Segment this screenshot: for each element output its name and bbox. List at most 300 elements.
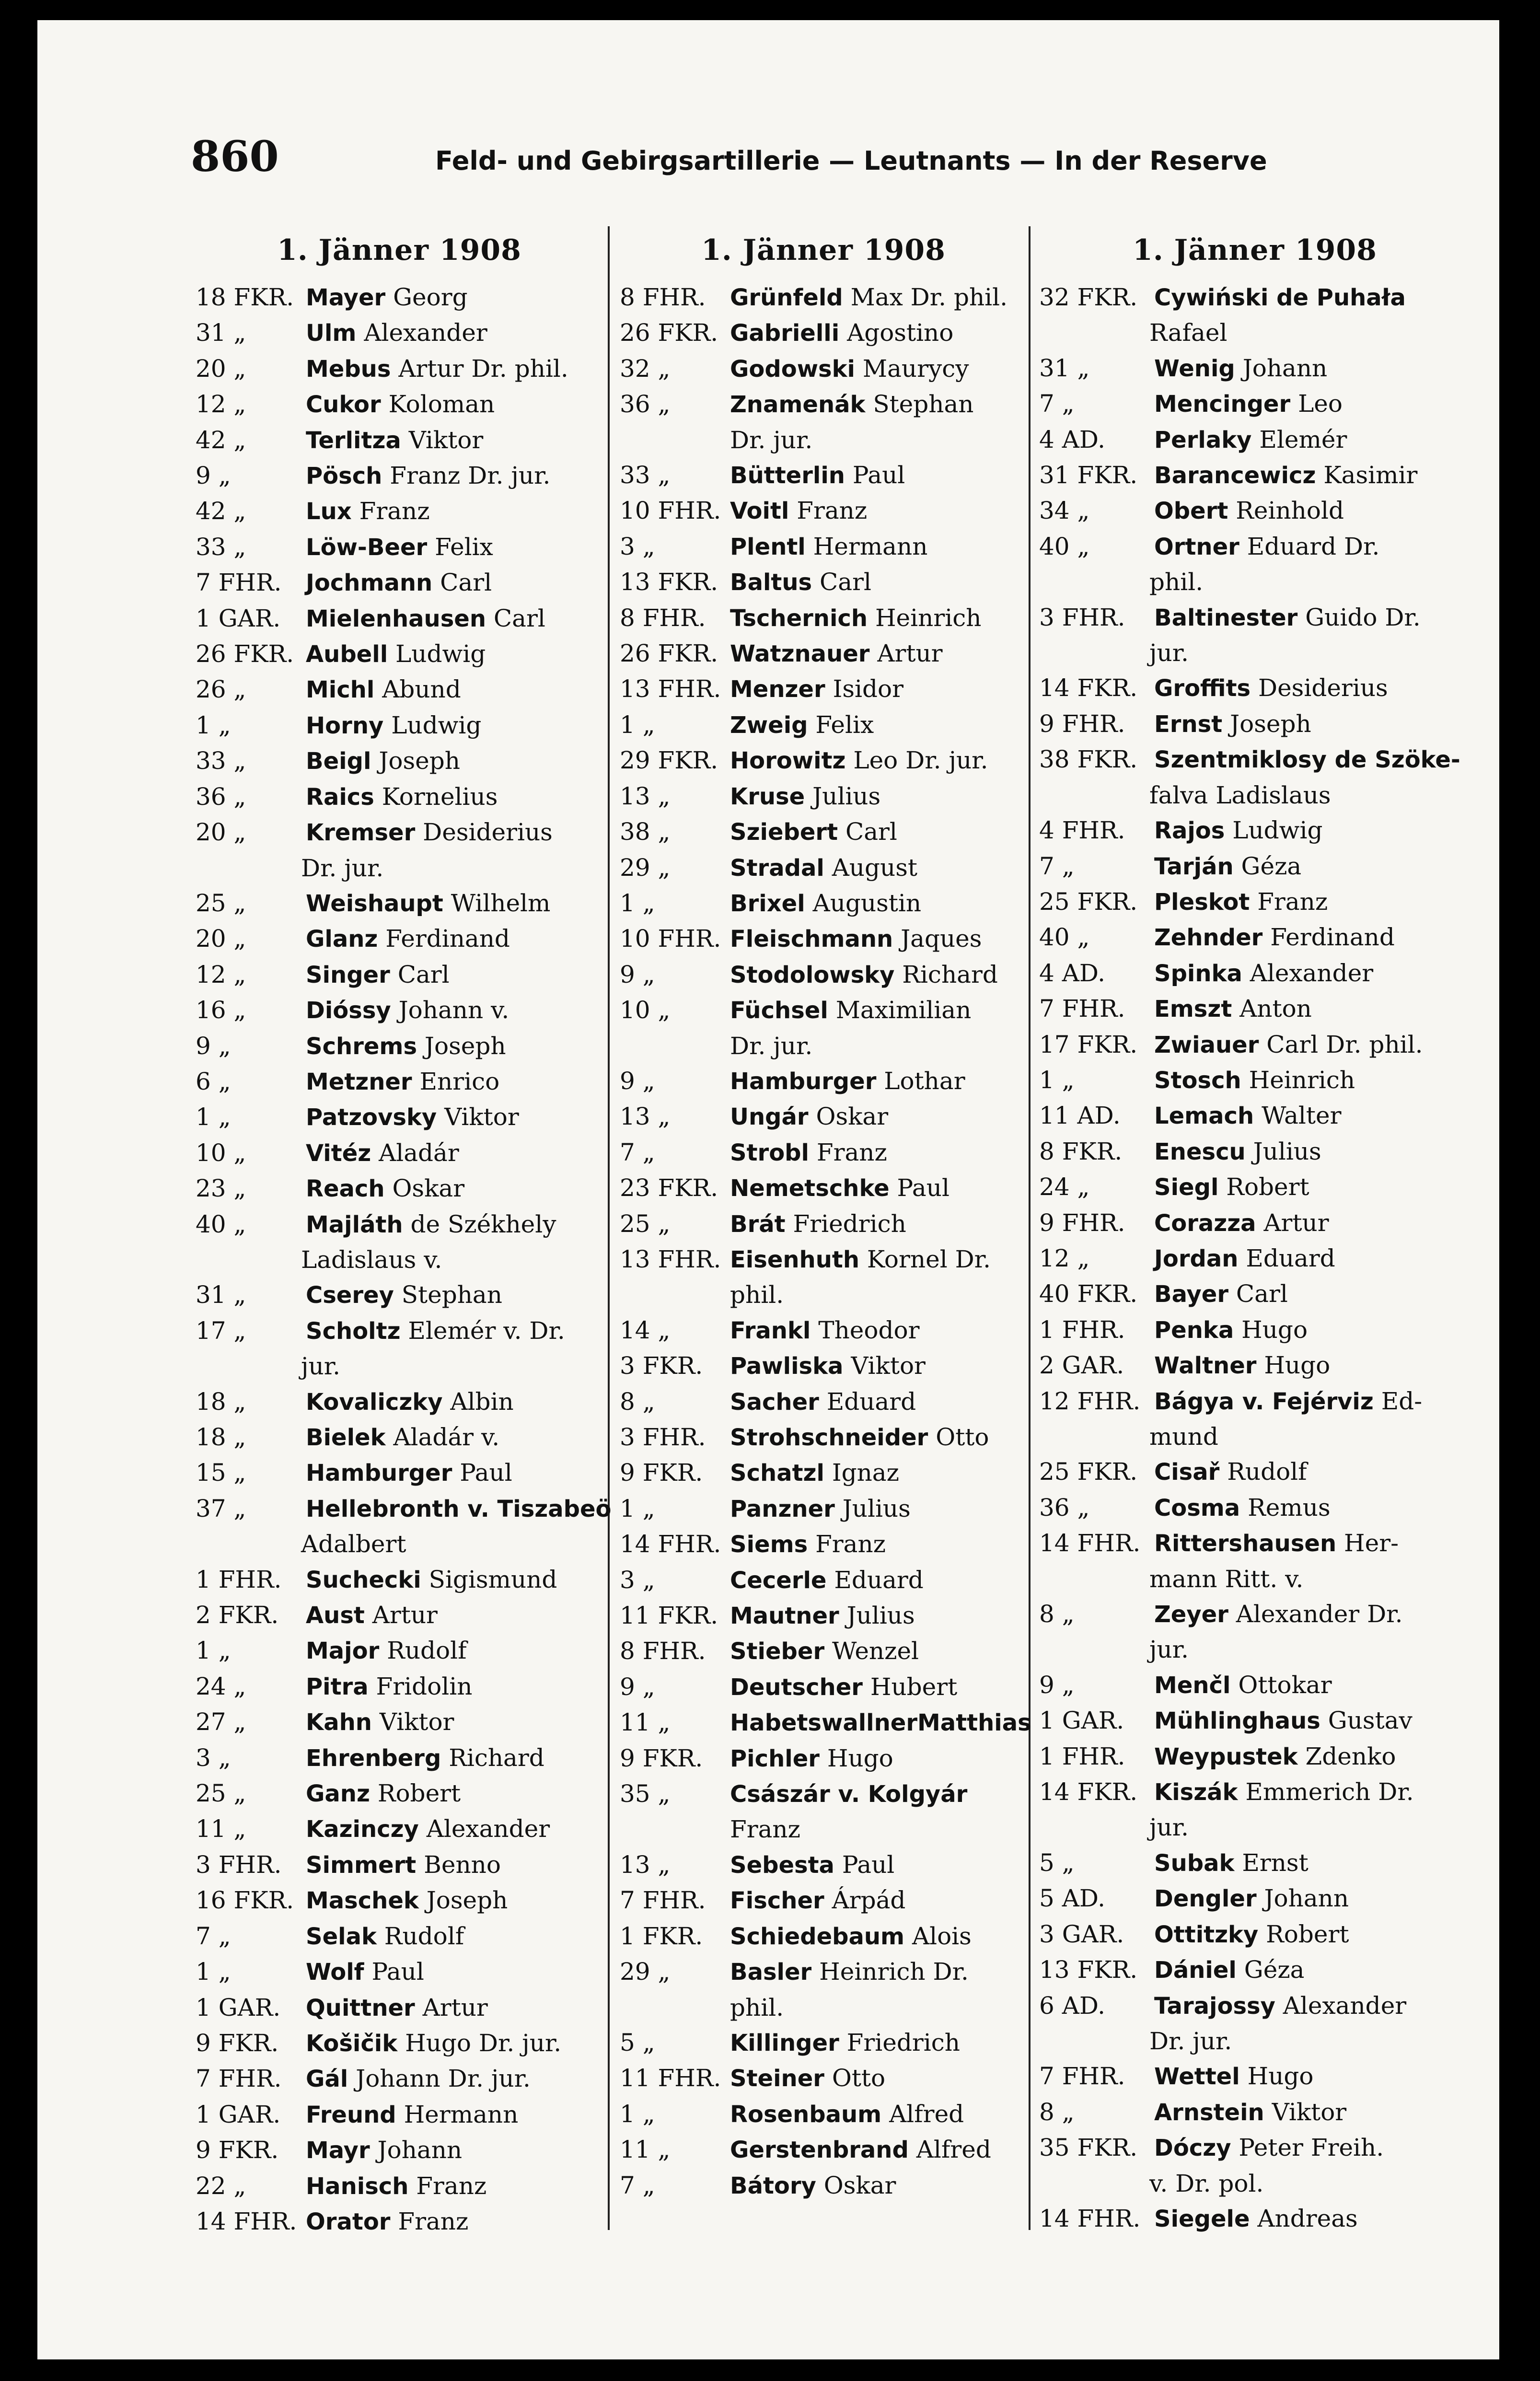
regiment-number: 1 „ bbox=[620, 889, 655, 917]
surname: Dóczy bbox=[1154, 2135, 1231, 2162]
surname: Schatzl bbox=[730, 1460, 824, 1487]
list-item bbox=[1039, 991, 1471, 1027]
regiment-number: 35 „ bbox=[620, 1780, 671, 1808]
regiment-number: 14 FKR. bbox=[1039, 1778, 1138, 1806]
list-item bbox=[620, 1598, 1027, 1634]
surname: Pichler bbox=[730, 1745, 820, 1772]
given-names: mund bbox=[1149, 1423, 1218, 1451]
given-names: Joseph bbox=[379, 747, 460, 775]
surname: Hellebronth v. Tiszabeö bbox=[306, 1495, 612, 1522]
list-item bbox=[620, 708, 1027, 743]
surname: Mühlinghaus bbox=[1154, 1707, 1320, 1735]
regiment-number: 3 FKR. bbox=[620, 1352, 703, 1380]
given-names: Johann bbox=[1264, 1884, 1349, 1913]
regiment-number: 13 FHR. bbox=[620, 1245, 721, 1273]
surname: Sziebert bbox=[730, 819, 838, 846]
surname: Corazza bbox=[1154, 1209, 1256, 1237]
regiment-number: 14 FHR. bbox=[196, 2207, 297, 2235]
given-names: Artur bbox=[372, 1601, 438, 1629]
regiment-number: 13 FKR. bbox=[620, 568, 718, 596]
surname: Majláth bbox=[306, 1211, 403, 1238]
list-item bbox=[196, 601, 603, 637]
surname: Cosma bbox=[1154, 1494, 1240, 1522]
given-names: Artur bbox=[877, 639, 943, 668]
given-names: Enrico bbox=[419, 1067, 500, 1095]
given-names: Her- bbox=[1344, 1529, 1399, 1557]
given-names: Koloman bbox=[388, 390, 495, 418]
surname: Rosenbaum bbox=[730, 2101, 882, 2128]
column-heading: 1. Jänner 1908 bbox=[277, 233, 521, 267]
regiment-number: 8 FKR. bbox=[1039, 1137, 1123, 1165]
given-names: Franz bbox=[816, 1138, 887, 1166]
given-names: Dr. jur. bbox=[730, 1032, 813, 1060]
list-item bbox=[196, 637, 603, 672]
regiment-number: 11 „ bbox=[620, 2136, 671, 2164]
list-item bbox=[196, 494, 603, 529]
surname: Scholtz bbox=[306, 1317, 401, 1345]
regiment-number: 2 GAR. bbox=[1039, 1351, 1124, 1380]
list-item bbox=[1039, 1881, 1471, 1916]
list-item bbox=[196, 1919, 603, 1954]
regiment-number: 3 FHR. bbox=[196, 1850, 282, 1879]
given-names: Felix bbox=[815, 710, 874, 739]
given-names: Stephan bbox=[873, 390, 974, 418]
surname: Waltner bbox=[1154, 1352, 1257, 1380]
list-item bbox=[196, 565, 603, 601]
list-item bbox=[1039, 884, 1471, 920]
regiment-number: 6 AD. bbox=[1039, 1991, 1106, 2020]
list-item bbox=[196, 1527, 603, 1562]
list-item bbox=[1039, 1739, 1471, 1775]
surname: Arnstein bbox=[1154, 2099, 1264, 2126]
list-item bbox=[196, 1990, 603, 2026]
given-names: jur. bbox=[1149, 1813, 1189, 1842]
surname: Dióssy bbox=[306, 997, 391, 1024]
list-item bbox=[620, 1634, 1027, 1669]
list-item bbox=[620, 2025, 1027, 2061]
surname: Zwiauer bbox=[1154, 1031, 1259, 1058]
surname: Kruse bbox=[730, 783, 805, 810]
surname: Perlaky bbox=[1154, 426, 1252, 453]
surname: Cisař bbox=[1154, 1459, 1220, 1486]
given-names: Guido Dr. bbox=[1305, 603, 1421, 631]
regiment-number: 9 FHR. bbox=[1039, 1208, 1125, 1237]
surname: Freund bbox=[306, 2101, 396, 2128]
regiment-number: 13 „ bbox=[620, 782, 671, 810]
regiment-number: 32 FKR. bbox=[1039, 283, 1138, 311]
regiment-number: 16 FKR. bbox=[196, 1886, 294, 1915]
regiment-number: 11 FKR. bbox=[620, 1602, 718, 1630]
regiment-number: 3 FHR. bbox=[1039, 603, 1125, 631]
regiment-number: 12 „ bbox=[196, 390, 246, 418]
surname: Stodolowsky bbox=[730, 961, 895, 988]
list-item bbox=[1039, 1454, 1471, 1490]
list-item bbox=[196, 1278, 603, 1313]
regiment-number: 8 „ bbox=[1039, 1600, 1075, 1628]
list-item bbox=[196, 315, 603, 351]
list-item bbox=[620, 1741, 1027, 1777]
given-names: phil. bbox=[1149, 568, 1204, 596]
regiment-number: 11 „ bbox=[620, 1708, 671, 1737]
given-names: Elemér v. Dr. bbox=[408, 1316, 565, 1345]
given-names: Paul bbox=[897, 1174, 949, 1202]
regiment-number: 32 „ bbox=[620, 354, 671, 383]
list-item bbox=[196, 1313, 603, 1349]
surname: Plentl bbox=[730, 533, 806, 560]
surname: Hanisch bbox=[306, 2172, 409, 2200]
list-item bbox=[1039, 1384, 1471, 1419]
list-item bbox=[196, 921, 603, 957]
surname: Ortner bbox=[1154, 533, 1239, 560]
regiment-number: 1 FHR. bbox=[1039, 1315, 1125, 1344]
running-head: Feld- und Gebirgsartillerie — Leutnants — In der Reserve bbox=[435, 146, 1267, 176]
surname: HabetswallnerMatthias bbox=[730, 1709, 1031, 1737]
regiment-number: 11 FHR. bbox=[620, 2064, 721, 2092]
column-divider bbox=[1029, 226, 1031, 2230]
regiment-number: 31 „ bbox=[196, 1281, 246, 1309]
given-names: Paul bbox=[842, 1850, 895, 1879]
given-names: Benno bbox=[424, 1850, 501, 1879]
regiment-number: 40 FKR. bbox=[1039, 1280, 1138, 1308]
regiment-number: 4 AD. bbox=[1039, 959, 1106, 987]
list-item bbox=[1039, 2095, 1471, 2130]
list-item bbox=[196, 2169, 603, 2204]
surname: Schrems bbox=[306, 1033, 417, 1060]
given-names: Emmerich Dr. bbox=[1245, 1778, 1414, 1806]
list-item bbox=[1039, 280, 1471, 315]
given-names: Franz bbox=[398, 2207, 469, 2235]
given-names: Felix bbox=[435, 533, 493, 561]
surname: Kiszák bbox=[1154, 1779, 1238, 1806]
given-names: Walter bbox=[1262, 1102, 1342, 1130]
given-names: Robert bbox=[1226, 1173, 1309, 1201]
list-item bbox=[620, 458, 1027, 493]
given-names: Alfred bbox=[916, 2136, 991, 2164]
list-item bbox=[620, 1099, 1027, 1135]
given-names: Oskar bbox=[823, 2171, 896, 2199]
regiment-number: 25 „ bbox=[196, 1779, 246, 1808]
surname: Baltus bbox=[730, 569, 812, 596]
regiment-number: 12 FHR. bbox=[1039, 1387, 1141, 1415]
surname: Mayr bbox=[306, 2137, 370, 2164]
list-item bbox=[620, 1563, 1027, 1598]
regiment-number: 31 „ bbox=[1039, 354, 1090, 382]
given-names: Ottokar bbox=[1238, 1671, 1332, 1699]
regiment-number: 2 FKR. bbox=[196, 1601, 279, 1629]
given-names: Géza bbox=[1241, 852, 1302, 880]
list-item bbox=[1039, 2024, 1471, 2059]
surname: Ganz bbox=[306, 1780, 370, 1808]
given-names: Oskar bbox=[392, 1174, 465, 1203]
given-names: Johann bbox=[377, 2136, 463, 2164]
surname: Fischer bbox=[730, 1887, 824, 1915]
given-names: Paul bbox=[460, 1459, 512, 1487]
given-names: Rafael bbox=[1149, 319, 1227, 347]
surname: Patzovsky bbox=[306, 1104, 437, 1131]
given-names: Franz Dr. jur. bbox=[390, 462, 551, 490]
given-names: Carl bbox=[493, 604, 545, 632]
regiment-number: 9 FKR. bbox=[620, 1459, 703, 1487]
regiment-number: 26 „ bbox=[196, 675, 246, 704]
regiment-number: 42 „ bbox=[196, 497, 246, 525]
given-names: de Székhely bbox=[410, 1210, 556, 1238]
given-names: Lothar bbox=[884, 1067, 965, 1095]
regiment-number: 7 FHR. bbox=[196, 2065, 282, 2093]
list-item bbox=[1039, 1490, 1471, 1526]
regiment-number: 25 FKR. bbox=[1039, 887, 1138, 916]
document-page bbox=[37, 20, 1499, 2359]
given-names: Rudolf bbox=[387, 1637, 467, 1665]
surname: Singer bbox=[306, 961, 390, 988]
list-item bbox=[196, 1491, 612, 1527]
list-item bbox=[196, 1171, 603, 1207]
list-item bbox=[620, 886, 1027, 921]
surname: Enescu bbox=[1154, 1138, 1246, 1165]
surname: Pitra bbox=[306, 1673, 369, 1700]
list-item bbox=[196, 1633, 603, 1669]
entry-list bbox=[1039, 280, 1471, 2237]
given-names: Joseph bbox=[426, 1886, 508, 1915]
list-item bbox=[620, 1670, 1027, 1705]
list-item bbox=[1039, 386, 1471, 422]
list-item bbox=[196, 2204, 603, 2240]
given-names: Maurycy bbox=[862, 354, 969, 383]
regiment-number: 31 FKR. bbox=[1039, 461, 1138, 489]
list-item bbox=[1039, 1526, 1471, 1561]
list-item bbox=[1039, 956, 1471, 991]
list-item bbox=[620, 1527, 1027, 1562]
surname: Lemach bbox=[1154, 1103, 1254, 1130]
given-names: Anton bbox=[1239, 995, 1312, 1023]
surname: Kahn bbox=[306, 1709, 372, 1736]
surname: Császár v. Kolgyár bbox=[730, 1781, 968, 1808]
given-names: Georg bbox=[393, 283, 468, 311]
given-names: Albin bbox=[450, 1387, 514, 1416]
regiment-number: 29 „ bbox=[620, 853, 671, 882]
regiment-number: 26 FKR. bbox=[196, 640, 294, 668]
list-item bbox=[196, 530, 603, 565]
surname: Sebesta bbox=[730, 1851, 834, 1879]
regiment-number: 12 „ bbox=[1039, 1244, 1090, 1272]
regiment-number: 1 „ bbox=[196, 1637, 231, 1665]
list-item bbox=[620, 1420, 1027, 1455]
given-names: jur. bbox=[1149, 639, 1189, 667]
given-names: Andreas bbox=[1257, 2204, 1358, 2232]
surname: Ungár bbox=[730, 1103, 809, 1131]
given-names: Alfred bbox=[889, 2100, 964, 2128]
list-item bbox=[620, 2168, 1027, 2204]
regiment-number: 29 FKR. bbox=[620, 746, 718, 775]
surname: Rittershausen bbox=[1154, 1530, 1337, 1557]
regiment-number: 7 FHR. bbox=[1039, 995, 1125, 1023]
regiment-number: 7 „ bbox=[620, 2171, 655, 2199]
list-item bbox=[1039, 458, 1471, 493]
list-item bbox=[196, 1455, 603, 1491]
given-names: Peter Freih. bbox=[1239, 2134, 1384, 2162]
surname: Gál bbox=[306, 2066, 348, 2093]
list-item bbox=[1039, 2201, 1471, 2237]
regiment-number: 8 FHR. bbox=[620, 604, 706, 632]
list-item bbox=[1039, 707, 1471, 742]
surname: Terlitza bbox=[306, 427, 401, 454]
surname: Raics bbox=[306, 783, 374, 811]
surname: Wettel bbox=[1154, 2063, 1240, 2091]
column-heading: 1. Jänner 1908 bbox=[1133, 233, 1377, 267]
given-names: phil. bbox=[730, 1281, 784, 1309]
regiment-number: 9 „ bbox=[620, 960, 655, 988]
list-item bbox=[620, 565, 1027, 600]
surname: Dániel bbox=[1154, 1957, 1237, 1984]
surname: Simmert bbox=[306, 1851, 417, 1879]
list-item bbox=[1039, 1668, 1471, 1703]
given-names: Julius bbox=[812, 782, 881, 810]
surname: Znamenák bbox=[730, 391, 866, 418]
list-item bbox=[620, 779, 1027, 814]
list-item bbox=[620, 1954, 1027, 1990]
given-names: Eduard bbox=[834, 1566, 924, 1594]
list-item bbox=[196, 458, 603, 494]
list-item bbox=[620, 1278, 1027, 1312]
regiment-number: 23 FKR. bbox=[620, 1174, 718, 1202]
list-item bbox=[196, 1243, 603, 1278]
surname: Löw-Beer bbox=[306, 534, 428, 561]
list-item bbox=[620, 280, 1027, 315]
given-names: Johann v. bbox=[398, 996, 509, 1024]
surname: Lux bbox=[306, 498, 352, 525]
list-item bbox=[620, 1064, 1027, 1099]
regiment-number: 11 „ bbox=[196, 1815, 246, 1843]
list-item bbox=[620, 1990, 1027, 2025]
list-item bbox=[620, 636, 1027, 672]
surname: Bielek bbox=[306, 1424, 386, 1451]
surname: Mielenhausen bbox=[306, 605, 486, 632]
surname: Ottitzky bbox=[1154, 1921, 1259, 1948]
given-names: Viktor bbox=[1272, 2098, 1347, 2126]
given-names: Stephan bbox=[401, 1281, 502, 1309]
surname: Szentmiklosy de Szöke- bbox=[1154, 746, 1460, 774]
list-item bbox=[196, 1136, 603, 1171]
list-item bbox=[196, 1029, 603, 1064]
surname: Ulm bbox=[306, 320, 357, 347]
surname: Godowski bbox=[730, 355, 855, 383]
given-names: Franz bbox=[815, 1530, 886, 1558]
given-names: Hugo bbox=[1247, 2062, 1314, 2091]
given-names: Franz bbox=[416, 2172, 487, 2200]
list-item bbox=[1039, 600, 1471, 636]
list-item bbox=[196, 351, 603, 387]
regiment-number: 9 FKR. bbox=[196, 2029, 279, 2057]
list-item bbox=[196, 1349, 603, 1384]
regiment-number: 10 „ bbox=[196, 1138, 246, 1167]
list-item bbox=[196, 743, 603, 779]
given-names: Desiderius bbox=[423, 818, 553, 847]
regiment-number: 14 FHR. bbox=[1039, 1529, 1141, 1557]
regiment-number: 8 FHR. bbox=[620, 1637, 706, 1665]
surname: Watznauer bbox=[730, 640, 870, 668]
given-names: Carl bbox=[845, 818, 897, 846]
list-item bbox=[620, 1455, 1027, 1491]
surname: Voitl bbox=[730, 498, 789, 525]
given-names: Ludwig bbox=[1232, 816, 1323, 845]
surname: Weypustek bbox=[1154, 1743, 1298, 1770]
list-item bbox=[620, 1491, 1027, 1527]
given-names: Kornelius bbox=[382, 782, 498, 811]
list-item bbox=[196, 1384, 603, 1420]
given-names: Hugo bbox=[1264, 1351, 1331, 1380]
entry-list bbox=[620, 280, 1031, 2204]
list-item bbox=[620, 1919, 1027, 1954]
list-item bbox=[196, 1776, 603, 1812]
given-names: Johann Dr. jur. bbox=[356, 2065, 531, 2093]
surname: Glanz bbox=[306, 926, 378, 953]
regiment-number: 1 „ bbox=[196, 711, 231, 739]
list-item bbox=[620, 351, 1027, 387]
list-item bbox=[196, 1562, 603, 1598]
surname: Cecerle bbox=[730, 1567, 827, 1594]
column-divider bbox=[608, 226, 610, 2230]
regiment-number: 1 „ bbox=[1039, 1066, 1075, 1094]
list-item bbox=[620, 2061, 1027, 2096]
surname: Bátory bbox=[730, 2172, 816, 2199]
given-names: Artur Dr. phil. bbox=[398, 354, 568, 383]
given-names: Kasimir bbox=[1323, 461, 1418, 489]
list-item bbox=[1039, 1703, 1471, 1739]
list-item bbox=[1039, 1027, 1471, 1063]
surname: Siegl bbox=[1154, 1174, 1219, 1201]
given-names: Wenzel bbox=[832, 1637, 919, 1665]
given-names: Oskar bbox=[816, 1103, 889, 1131]
surname: Stosch bbox=[1154, 1067, 1241, 1094]
surname: Tarajossy bbox=[1154, 1992, 1275, 2020]
regiment-number: 27 „ bbox=[196, 1708, 246, 1736]
surname: Aust bbox=[306, 1602, 365, 1629]
surname: Siems bbox=[730, 1531, 808, 1558]
list-item bbox=[1039, 849, 1471, 884]
surname: Mayer bbox=[306, 284, 386, 311]
regiment-number: 7 „ bbox=[620, 1138, 655, 1166]
surname: Rajos bbox=[1154, 817, 1225, 845]
given-names: Joseph bbox=[1230, 709, 1311, 738]
regiment-number: 3 FHR. bbox=[620, 1423, 706, 1451]
regiment-number: 7 „ bbox=[1039, 852, 1075, 880]
regiment-number: 7 FHR. bbox=[620, 1886, 706, 1915]
regiment-number: 25 FKR. bbox=[1039, 1458, 1138, 1486]
given-names: Zdenko bbox=[1305, 1742, 1396, 1770]
list-item bbox=[196, 815, 603, 850]
regiment-number: 4 FHR. bbox=[1039, 816, 1125, 845]
surname: Füchsel bbox=[730, 997, 828, 1024]
regiment-number: 3 „ bbox=[620, 532, 655, 560]
regiment-number: 9 FHR. bbox=[1039, 709, 1125, 738]
list-item bbox=[620, 1883, 1027, 1918]
surname: Pawliska bbox=[730, 1353, 844, 1380]
page-number: 860 bbox=[191, 131, 279, 181]
list-item bbox=[620, 957, 1027, 993]
regiment-number: 1 FHR. bbox=[1039, 1742, 1125, 1770]
given-names: August bbox=[832, 853, 917, 882]
given-names: Hugo bbox=[827, 1744, 893, 1772]
regiment-number: 18 „ bbox=[196, 1423, 246, 1451]
given-names: Sigismund bbox=[428, 1565, 557, 1593]
regiment-number: 7 FHR. bbox=[196, 569, 282, 597]
given-names: Aladár bbox=[379, 1138, 459, 1167]
surname: Panzner bbox=[730, 1495, 835, 1522]
regiment-number: 5 „ bbox=[620, 2028, 655, 2056]
list-item bbox=[620, 743, 1027, 778]
surname: Horny bbox=[306, 712, 384, 739]
given-names: Augustin bbox=[812, 889, 922, 917]
regiment-number: 16 „ bbox=[196, 996, 246, 1024]
